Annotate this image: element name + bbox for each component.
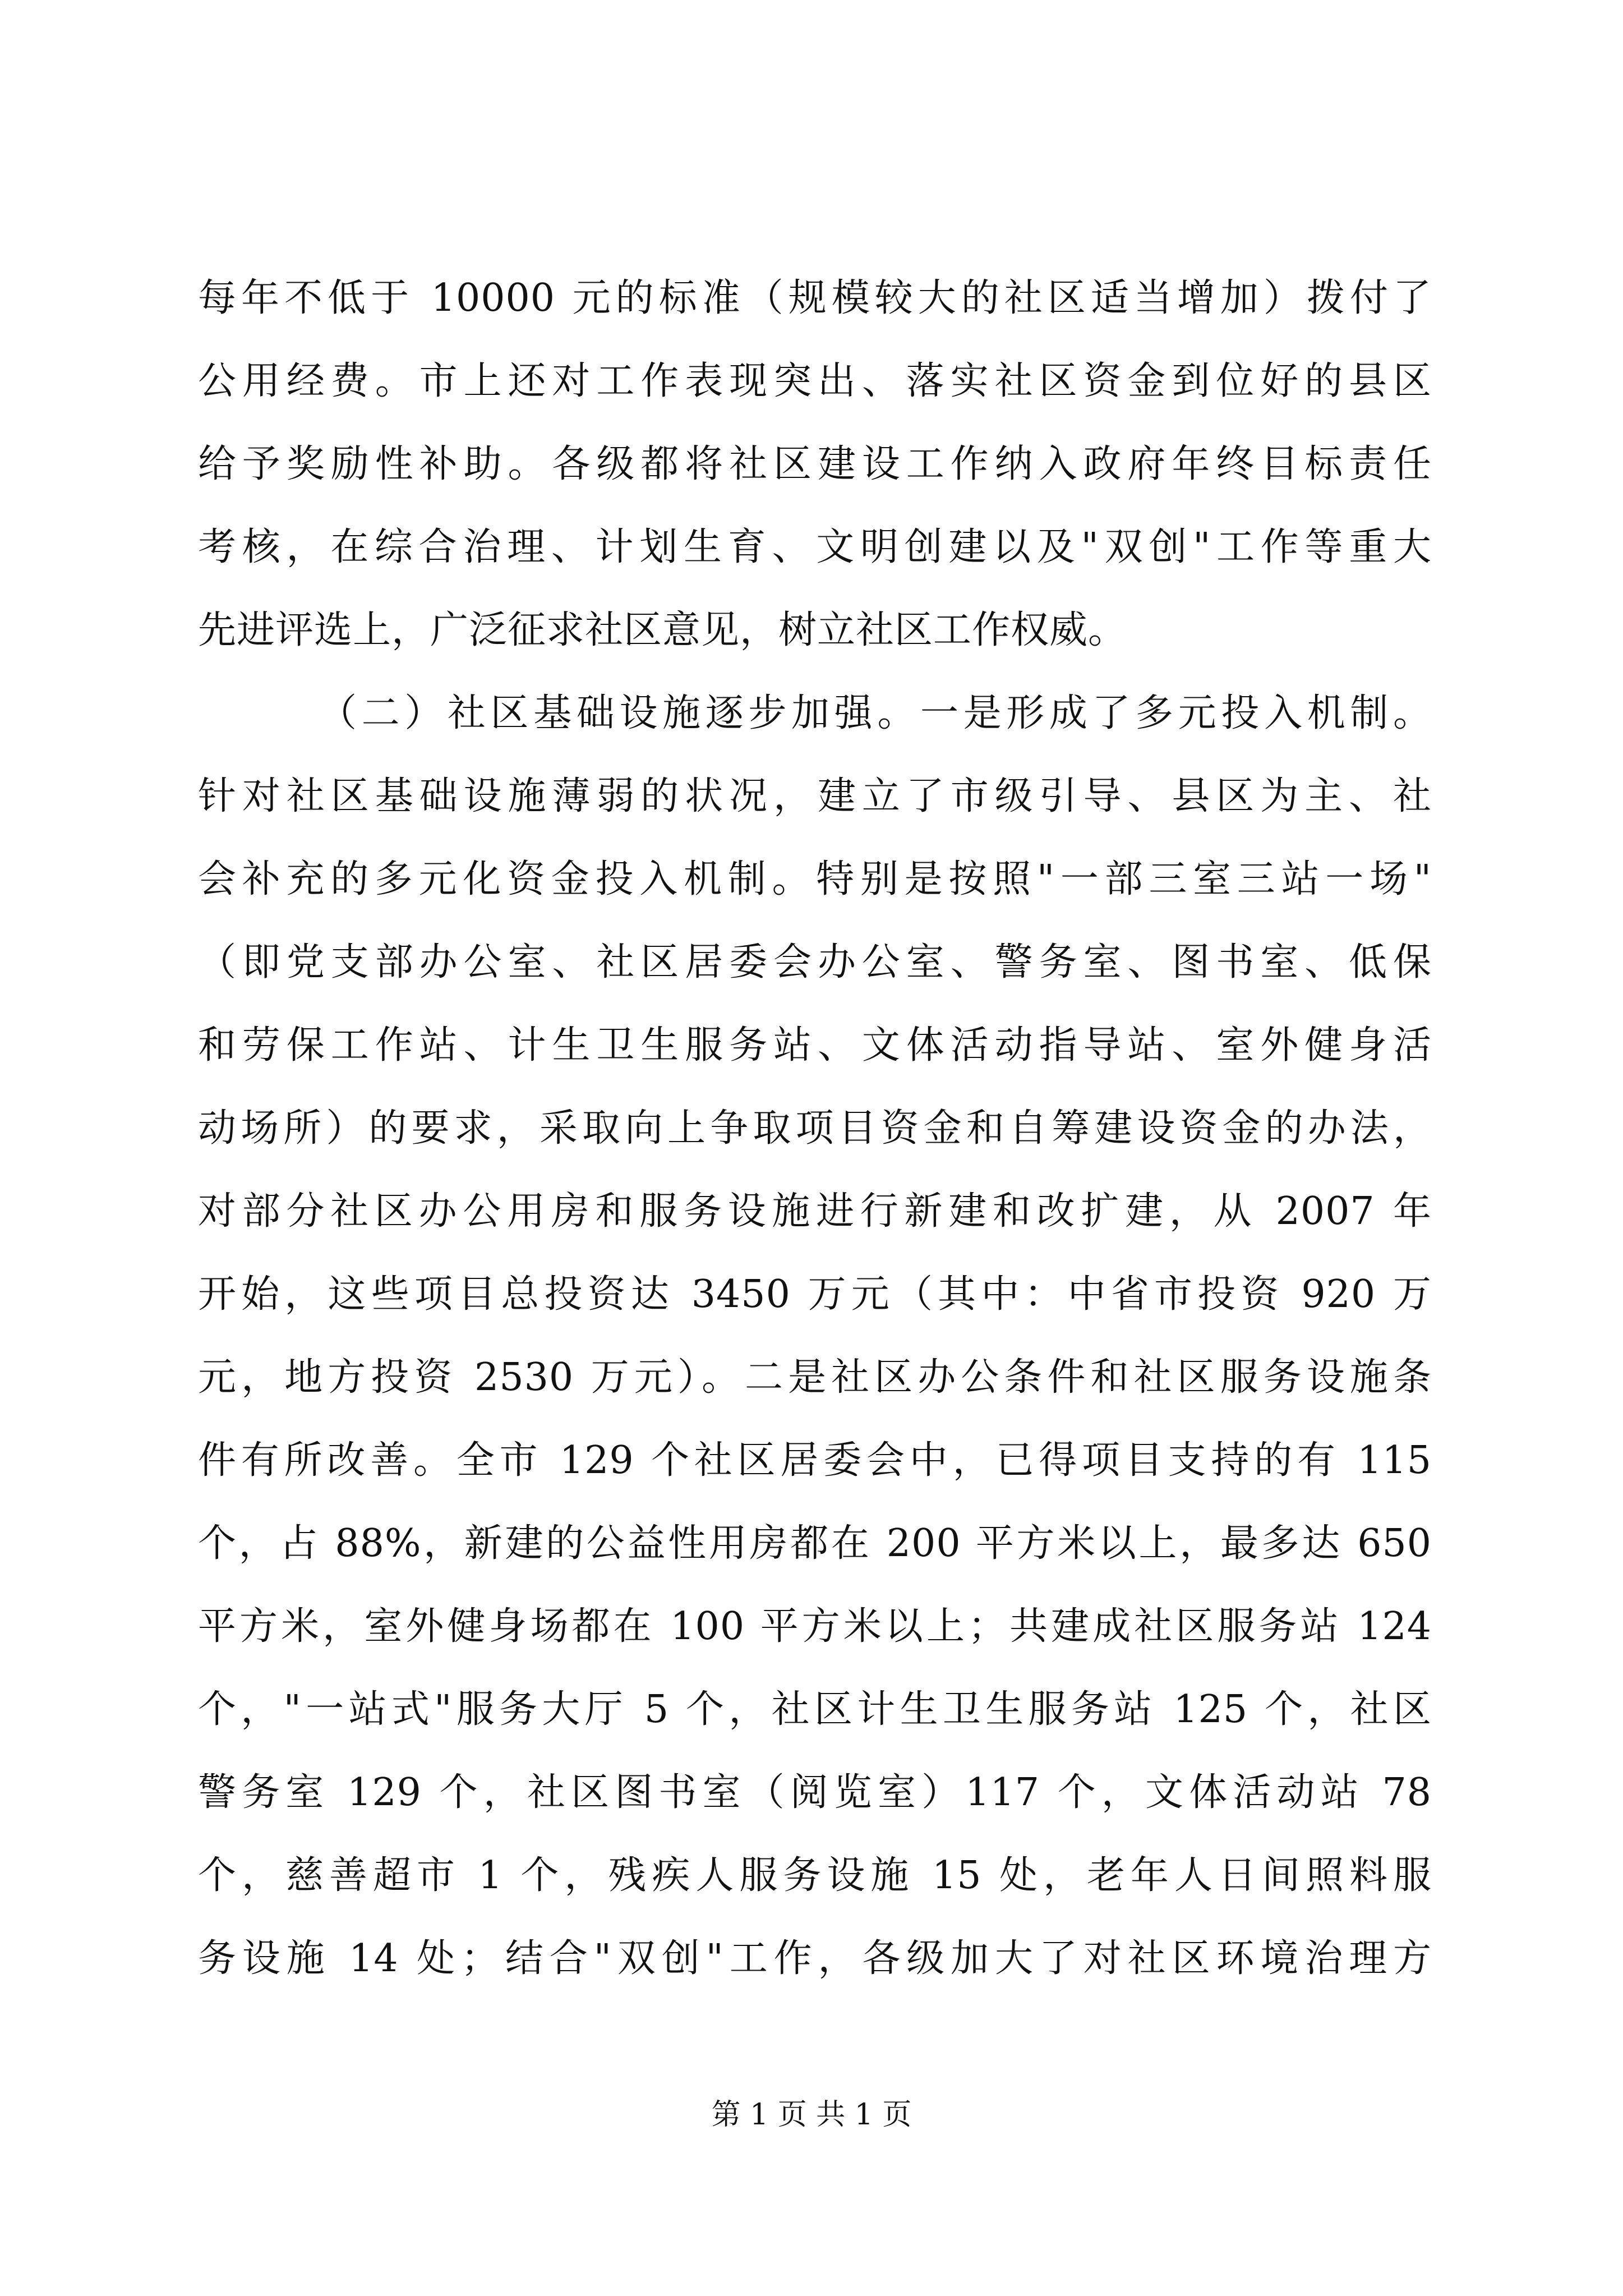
text-line: 个，占 88%，新建的公益性用房都在 200 平方米以上，最多达 650: [198, 1521, 1432, 1566]
text-line: （即党支部办公室、社区居委会办公室、警务室、图书室、低保: [198, 940, 1432, 984]
text-line: 针对社区基础设施薄弱的状况，建立了市级引导、县区为主、社: [198, 774, 1432, 818]
text-line: 务设施 14 处；结合"双创"工作，各级加大了对社区环境治理方: [198, 1936, 1432, 1981]
text-line: 和劳保工作站、计生卫生服务站、文体活动指导站、室外健身活: [198, 1023, 1432, 1068]
text-line: 给予奖励性补助。各级都将社区建设工作纳入政府年终目标责任: [198, 442, 1432, 486]
page-number-label: 第 1 页 共 1 页: [711, 2098, 912, 2132]
text-line: 动场所）的要求，采取向上争取项目资金和自筹建设资金的办法，: [198, 1106, 1432, 1151]
text-line: 考核，在综合治理、计划生育、文明创建以及"双创"工作等重大: [198, 525, 1432, 569]
text-line: 公用经费。市上还对工作表现突出、落实社区资金到位好的县区: [198, 359, 1432, 403]
text-line: 开始，这些项目总投资达 3450 万元（其中：中省市投资 920 万: [198, 1272, 1432, 1317]
text-line: 平方米，室外健身场都在 100 平方米以上；共建成社区服务站 124: [198, 1604, 1432, 1649]
text-line: 每年不低于 10000 元的标准（规模较大的社区适当增加）拨付了: [198, 276, 1432, 320]
section-heading-line: （二）社区基础设施逐步加强。一是形成了多元投入机制。: [319, 691, 1432, 735]
text-line: 个，"一站式"服务大厅 5 个，社区计生卫生服务站 125 个，社区: [198, 1687, 1432, 1732]
text-line: 会补充的多元化资金投入机制。特别是按照"一部三室三站一场": [198, 857, 1432, 901]
text-line: 个，慈善超市 1 个，残疾人服务设施 15 处，老年人日间照料服: [198, 1853, 1432, 1898]
text-line: 元，地方投资 2530 万元）。二是社区办公条件和社区服务设施条: [198, 1355, 1432, 1400]
text-line: 警务室 129 个，社区图书室（阅览室）117 个，文体活动站 78: [198, 1770, 1432, 1815]
text-line: 先进评选上，广泛征求社区意见，树立社区工作权威。: [198, 608, 1127, 652]
text-line: 对部分社区办公用房和服务设施进行新建和改扩建，从 2007 年: [198, 1189, 1432, 1234]
text-line: 件有所改善。全市 129 个社区居委会中，已得项目支持的有 115: [198, 1438, 1432, 1483]
body-text: [198, 257, 1432, 2000]
page-footer: [0, 2095, 1623, 2134]
